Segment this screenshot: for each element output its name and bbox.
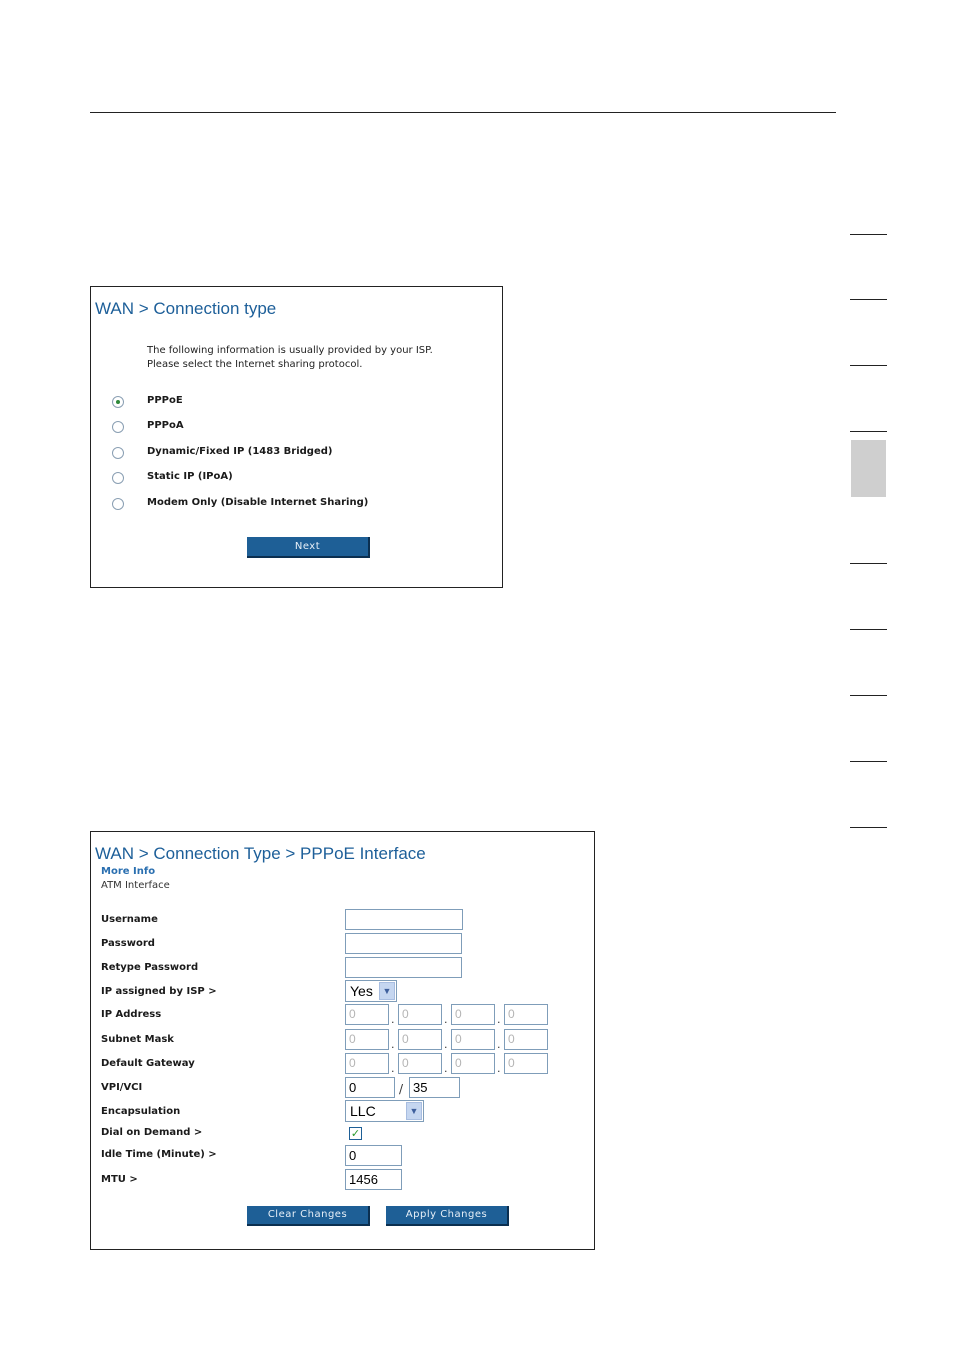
subnet-mask-octet-1[interactable]: 0 [345,1029,389,1050]
default-gateway-label: Default Gateway [101,1058,195,1069]
radio-modem-only[interactable] [112,498,124,510]
subnet-mask-octet-4[interactable]: 0 [504,1029,548,1050]
username-label: Username [101,914,158,925]
octet-separator: . [391,1038,395,1051]
panel-description: Please select the Internet sharing protocol. [147,359,363,370]
section-tab-divider [850,431,887,432]
section-tab-divider [850,827,887,828]
radio-static-ip[interactable] [112,472,124,484]
pppoe-interface-panel [90,831,595,1250]
octet-separator: . [444,1013,448,1026]
section-tab-divider [850,299,887,300]
gateway-octet-4[interactable]: 0 [504,1053,548,1074]
radio-label-static-ip: Static IP (IPoA) [147,471,233,482]
vpi-input[interactable]: 0 [345,1077,395,1098]
section-tab-divider [850,629,887,630]
section-tab-divider [850,695,887,696]
ip-address-octet-4[interactable]: 0 [504,1004,548,1025]
dial-on-demand-checkbox[interactable] [349,1127,362,1140]
ip-assigned-label: IP assigned by ISP > [101,986,217,997]
subnet-mask-label: Subnet Mask [101,1034,174,1045]
section-tab-divider [850,761,887,762]
octet-separator: . [497,1013,501,1026]
radio-pppoa[interactable] [112,421,124,433]
subnet-mask-octet-3[interactable]: 0 [451,1029,495,1050]
mtu-input[interactable]: 1456 [345,1169,402,1190]
encapsulation-select[interactable] [345,1100,424,1122]
apply-changes-button[interactable]: Apply Changes [386,1206,509,1226]
header-rule [90,112,836,113]
panel-title: WAN > Connection type [95,299,277,318]
panel-title: WAN > Connection Type > PPPoE Interface [95,844,426,863]
ip-assigned-value: Yes [350,983,373,999]
octet-separator: . [497,1038,501,1051]
gateway-octet-2[interactable]: 0 [398,1053,442,1074]
section-tab-divider [850,563,887,564]
chevron-down-icon: ▼ [379,982,395,1000]
radio-dynamic-ip[interactable] [112,447,124,459]
retype-password-label: Retype Password [101,962,199,973]
octet-separator: . [391,1062,395,1075]
username-input[interactable] [345,909,463,930]
password-input[interactable] [345,933,462,954]
gateway-octet-3[interactable]: 0 [451,1053,495,1074]
connection-type-panel [90,286,503,588]
idle-time-input[interactable]: 0 [345,1145,402,1166]
section-tab-active [851,440,886,497]
radio-label-pppoa: PPPoA [147,420,184,431]
more-info-link[interactable]: More Info [101,866,156,877]
ip-address-label: IP Address [101,1009,162,1020]
ip-address-octet-3[interactable]: 0 [451,1004,495,1025]
octet-separator: . [391,1013,395,1026]
dial-on-demand-label: Dial on Demand > [101,1127,203,1138]
panel-description: The following information is usually provided by your ISP. [147,345,433,356]
section-tab-divider [850,365,887,366]
octet-separator: . [444,1062,448,1075]
section-tab-divider [850,234,887,235]
octet-separator: . [497,1062,501,1075]
next-button[interactable]: Next [247,537,370,558]
radio-label-modem-only: Modem Only (Disable Internet Sharing) [147,497,369,508]
octet-separator: . [444,1038,448,1051]
radio-label-pppoe: PPPoE [147,395,183,406]
radio-label-dynamic-ip: Dynamic/Fixed IP (1483 Bridged) [147,446,333,457]
ip-address-octet-2[interactable]: 0 [398,1004,442,1025]
ip-assigned-select[interactable] [345,980,397,1002]
idle-time-label: Idle Time (Minute) > [101,1149,217,1160]
encapsulation-value: LLC [350,1103,376,1119]
radio-pppoe[interactable] [112,396,124,408]
encapsulation-label: Encapsulation [101,1106,181,1117]
mtu-label: MTU > [101,1174,138,1185]
clear-changes-button[interactable]: Clear Changes [247,1206,370,1226]
chevron-down-icon: ▼ [406,1102,422,1120]
subnet-mask-octet-2[interactable]: 0 [398,1029,442,1050]
check-icon: ✓ [350,1127,361,1140]
vpi-vci-separator: / [399,1082,404,1096]
ip-address-octet-1[interactable]: 0 [345,1004,389,1025]
vci-input[interactable]: 35 [409,1077,460,1098]
gateway-octet-1[interactable]: 0 [345,1053,389,1074]
retype-password-input[interactable] [345,957,462,978]
vpi-vci-label: VPI/VCI [101,1082,143,1093]
password-label: Password [101,938,155,949]
panel-subtitle: ATM Interface [101,880,170,891]
